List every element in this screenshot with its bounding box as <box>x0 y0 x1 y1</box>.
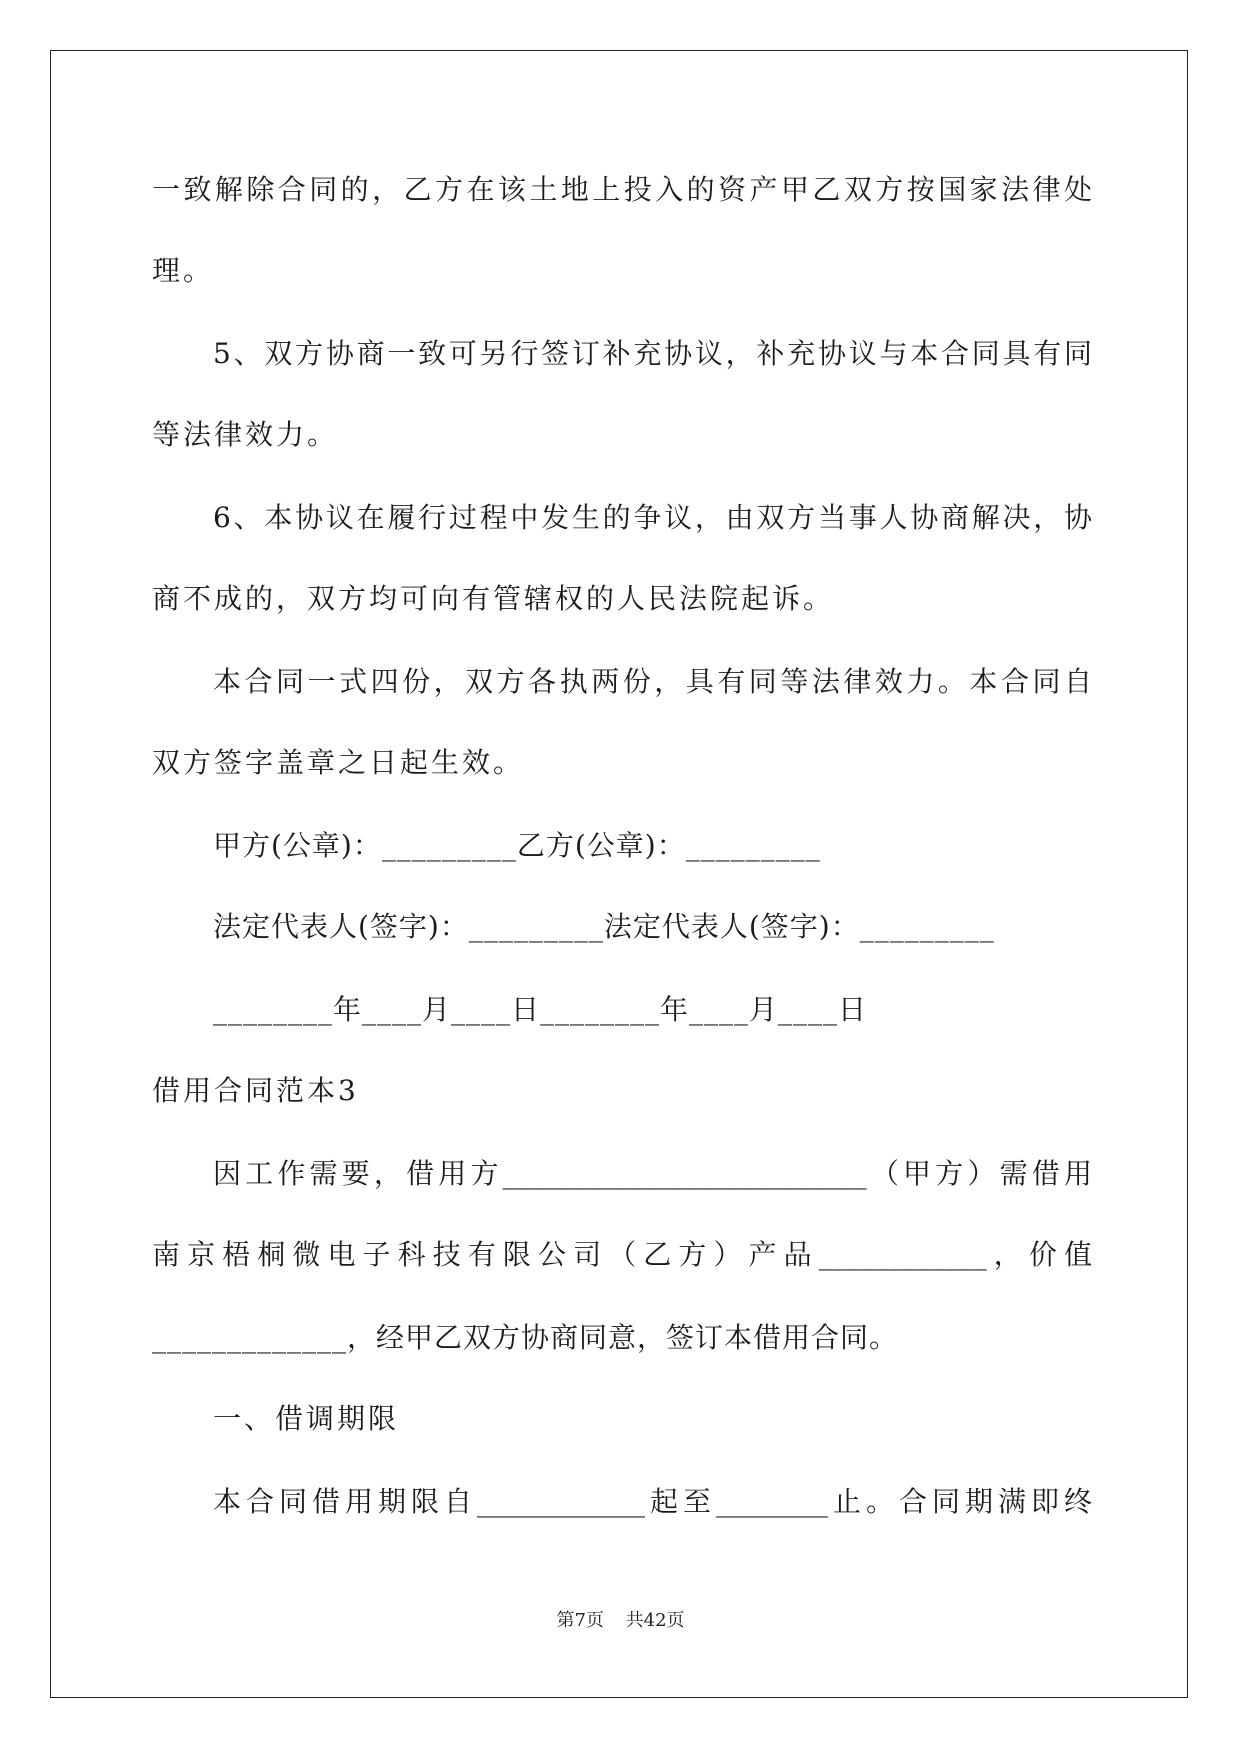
paragraph-line: 一致解除合同的，乙方在该土地上投入的资产甲乙双方按国家法律处 <box>152 173 1092 206</box>
paragraph-line: _____________，经甲乙双方协商同意，签订本借用合同。 <box>152 1321 899 1354</box>
signature-line-representative: 法定代表人(签字)：_________法定代表人(签字)：_________ <box>213 910 995 943</box>
paragraph-line: 理。 <box>152 254 215 287</box>
paragraph-line: 南京梧桐微电子科技有限公司（乙方）产品____________，价值 <box>152 1238 1092 1271</box>
paragraph-line: 双方签字盖章之日起生效。 <box>152 746 525 779</box>
paragraph-line: 因工作需要，借用方__________________________（甲方）需借用 <box>213 1157 1092 1190</box>
page-total: 共42页 <box>625 1610 685 1631</box>
paragraph-line: 等法律效力。 <box>152 418 339 451</box>
paragraph-line: 本合同一式四份，双方各执两份，具有同等法律效力。本合同自 <box>213 665 1092 698</box>
paragraph-line: 5、双方协商一致可另行签订补充协议，补充协议与本合同具有同 <box>213 337 1092 370</box>
paragraph-line: 商不成的，双方均可向有管辖权的人民法院起诉。 <box>152 582 835 615</box>
paragraph-line: 本合同借用期限自____________起至________止。合同期满即终 <box>213 1485 1092 1518</box>
section-title: 借用合同范本3 <box>152 1074 359 1107</box>
page-number: 第7页 <box>556 1610 604 1631</box>
page-footer <box>0 1606 1241 1632</box>
signature-line-date: ________年____月____日________年____月____日 <box>213 993 868 1026</box>
page-border <box>50 50 1188 1698</box>
subsection-title: 一、借调期限 <box>213 1402 400 1435</box>
paragraph-line: 6、本协议在履行过程中发生的争议，由双方当事人协商解决，协 <box>213 501 1092 534</box>
signature-line-seal: 甲方(公章)：_________乙方(公章)：_________ <box>213 829 821 862</box>
